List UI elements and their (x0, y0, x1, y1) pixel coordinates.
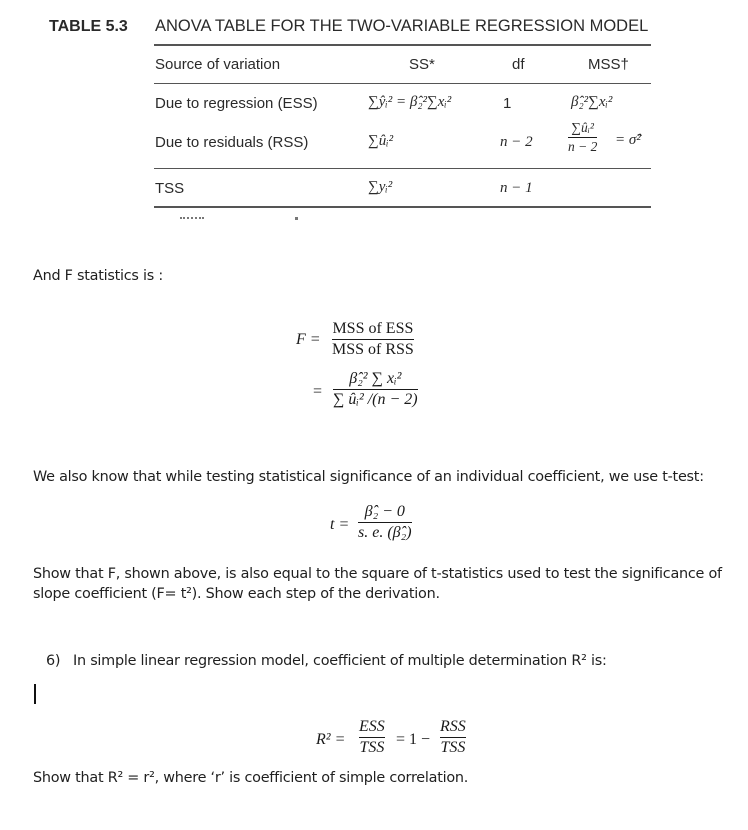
fraction-bar (333, 389, 418, 390)
question-5-text: Show that F, shown above, is also equal to the square of t-statistics used to test the significance of slope coefficient (F= t²). Show each step of the derivation. (33, 566, 722, 602)
row-tss-source: TSS (155, 180, 185, 197)
r2-den-1: TSS (359, 739, 385, 757)
q6-task-text: Show that R² = r², where ‘r’ is coefficient of simple correlation. (33, 770, 469, 786)
f-lhs: F = (296, 331, 321, 348)
header-ss: SS* (409, 56, 435, 73)
row-residual-source: Due to residuals (RSS) (155, 134, 309, 151)
fraction-bar (332, 339, 414, 340)
row-residual-df: n − 2 (500, 134, 533, 150)
f-intro-text: And F statistics is : (33, 268, 163, 284)
row-tss-ss: ∑yᵢ² (368, 179, 393, 195)
row-tss-df: n − 1 (500, 180, 533, 196)
r2-num-2: RSS (440, 718, 466, 735)
table-top-rule (154, 44, 651, 46)
fraction-bar (359, 737, 385, 738)
row-residual-mss-tail: = σ̂² (615, 132, 641, 148)
row-regression-ss: ∑ŷᵢ² = β̂₂²∑xᵢ² (368, 94, 452, 110)
row-residual-mss-den: n − 2 (568, 138, 598, 154)
t-den: s. e. (β̂₂) (358, 524, 412, 542)
r2-mid: = 1 − (396, 731, 431, 748)
t-num: β̂₂ − 0 (364, 503, 405, 520)
f-eq2: = (313, 383, 323, 400)
t-intro-text: We also know that while testing statistical significance of an individual coefficient, we use t-test: (33, 469, 704, 485)
table-bottom-rule (154, 206, 651, 208)
table-number: TABLE 5.3 (49, 18, 128, 35)
table-mid-rule (154, 168, 651, 169)
fraction-bar (358, 522, 412, 523)
row-regression-mss: β̂₂²∑xᵢ² (571, 94, 613, 110)
table-header-rule (154, 83, 651, 84)
row-residual-ss: ∑ûᵢ² (368, 133, 394, 149)
q6-number: 6) (46, 653, 61, 669)
r2-den-2: TSS (440, 739, 466, 757)
header-source: Source of variation (155, 56, 281, 73)
t-lhs: t = (330, 516, 350, 533)
f-fraction-1 (332, 320, 414, 360)
r2-lhs: R² = (316, 731, 346, 748)
fraction-bar (568, 137, 597, 138)
cropped-text-fragment (295, 217, 298, 220)
f-num-2: β̂₂² ∑ xᵢ² (349, 370, 402, 387)
row-residual-mss-fraction (568, 120, 597, 154)
header-df: df (512, 56, 525, 73)
row-regression-df: 1 (503, 95, 512, 112)
table-title: ANOVA TABLE FOR THE TWO-VARIABLE REGRESSION MODEL (155, 17, 649, 35)
r2-fraction-2 (440, 718, 466, 758)
header-mss: MSS† (588, 56, 629, 73)
f-num-1: MSS of ESS (332, 320, 414, 337)
row-residual-mss-num: ∑ûᵢ² (571, 120, 594, 135)
q6-text: In simple linear regression model, coefficient of multiple determination R² is: (73, 653, 607, 669)
f-den-2: ∑ ûᵢ² /(n − 2) (333, 391, 418, 409)
f-den-1: MSS of RSS (332, 341, 414, 359)
t-fraction (358, 503, 412, 543)
r2-num-1: ESS (359, 718, 385, 735)
text-cursor (34, 684, 36, 704)
f-fraction-2 (333, 370, 418, 410)
cropped-text-fragment (180, 217, 204, 222)
fraction-bar (440, 737, 466, 738)
row-regression-source: Due to regression (ESS) (155, 95, 318, 112)
r2-fraction-1 (359, 718, 385, 758)
